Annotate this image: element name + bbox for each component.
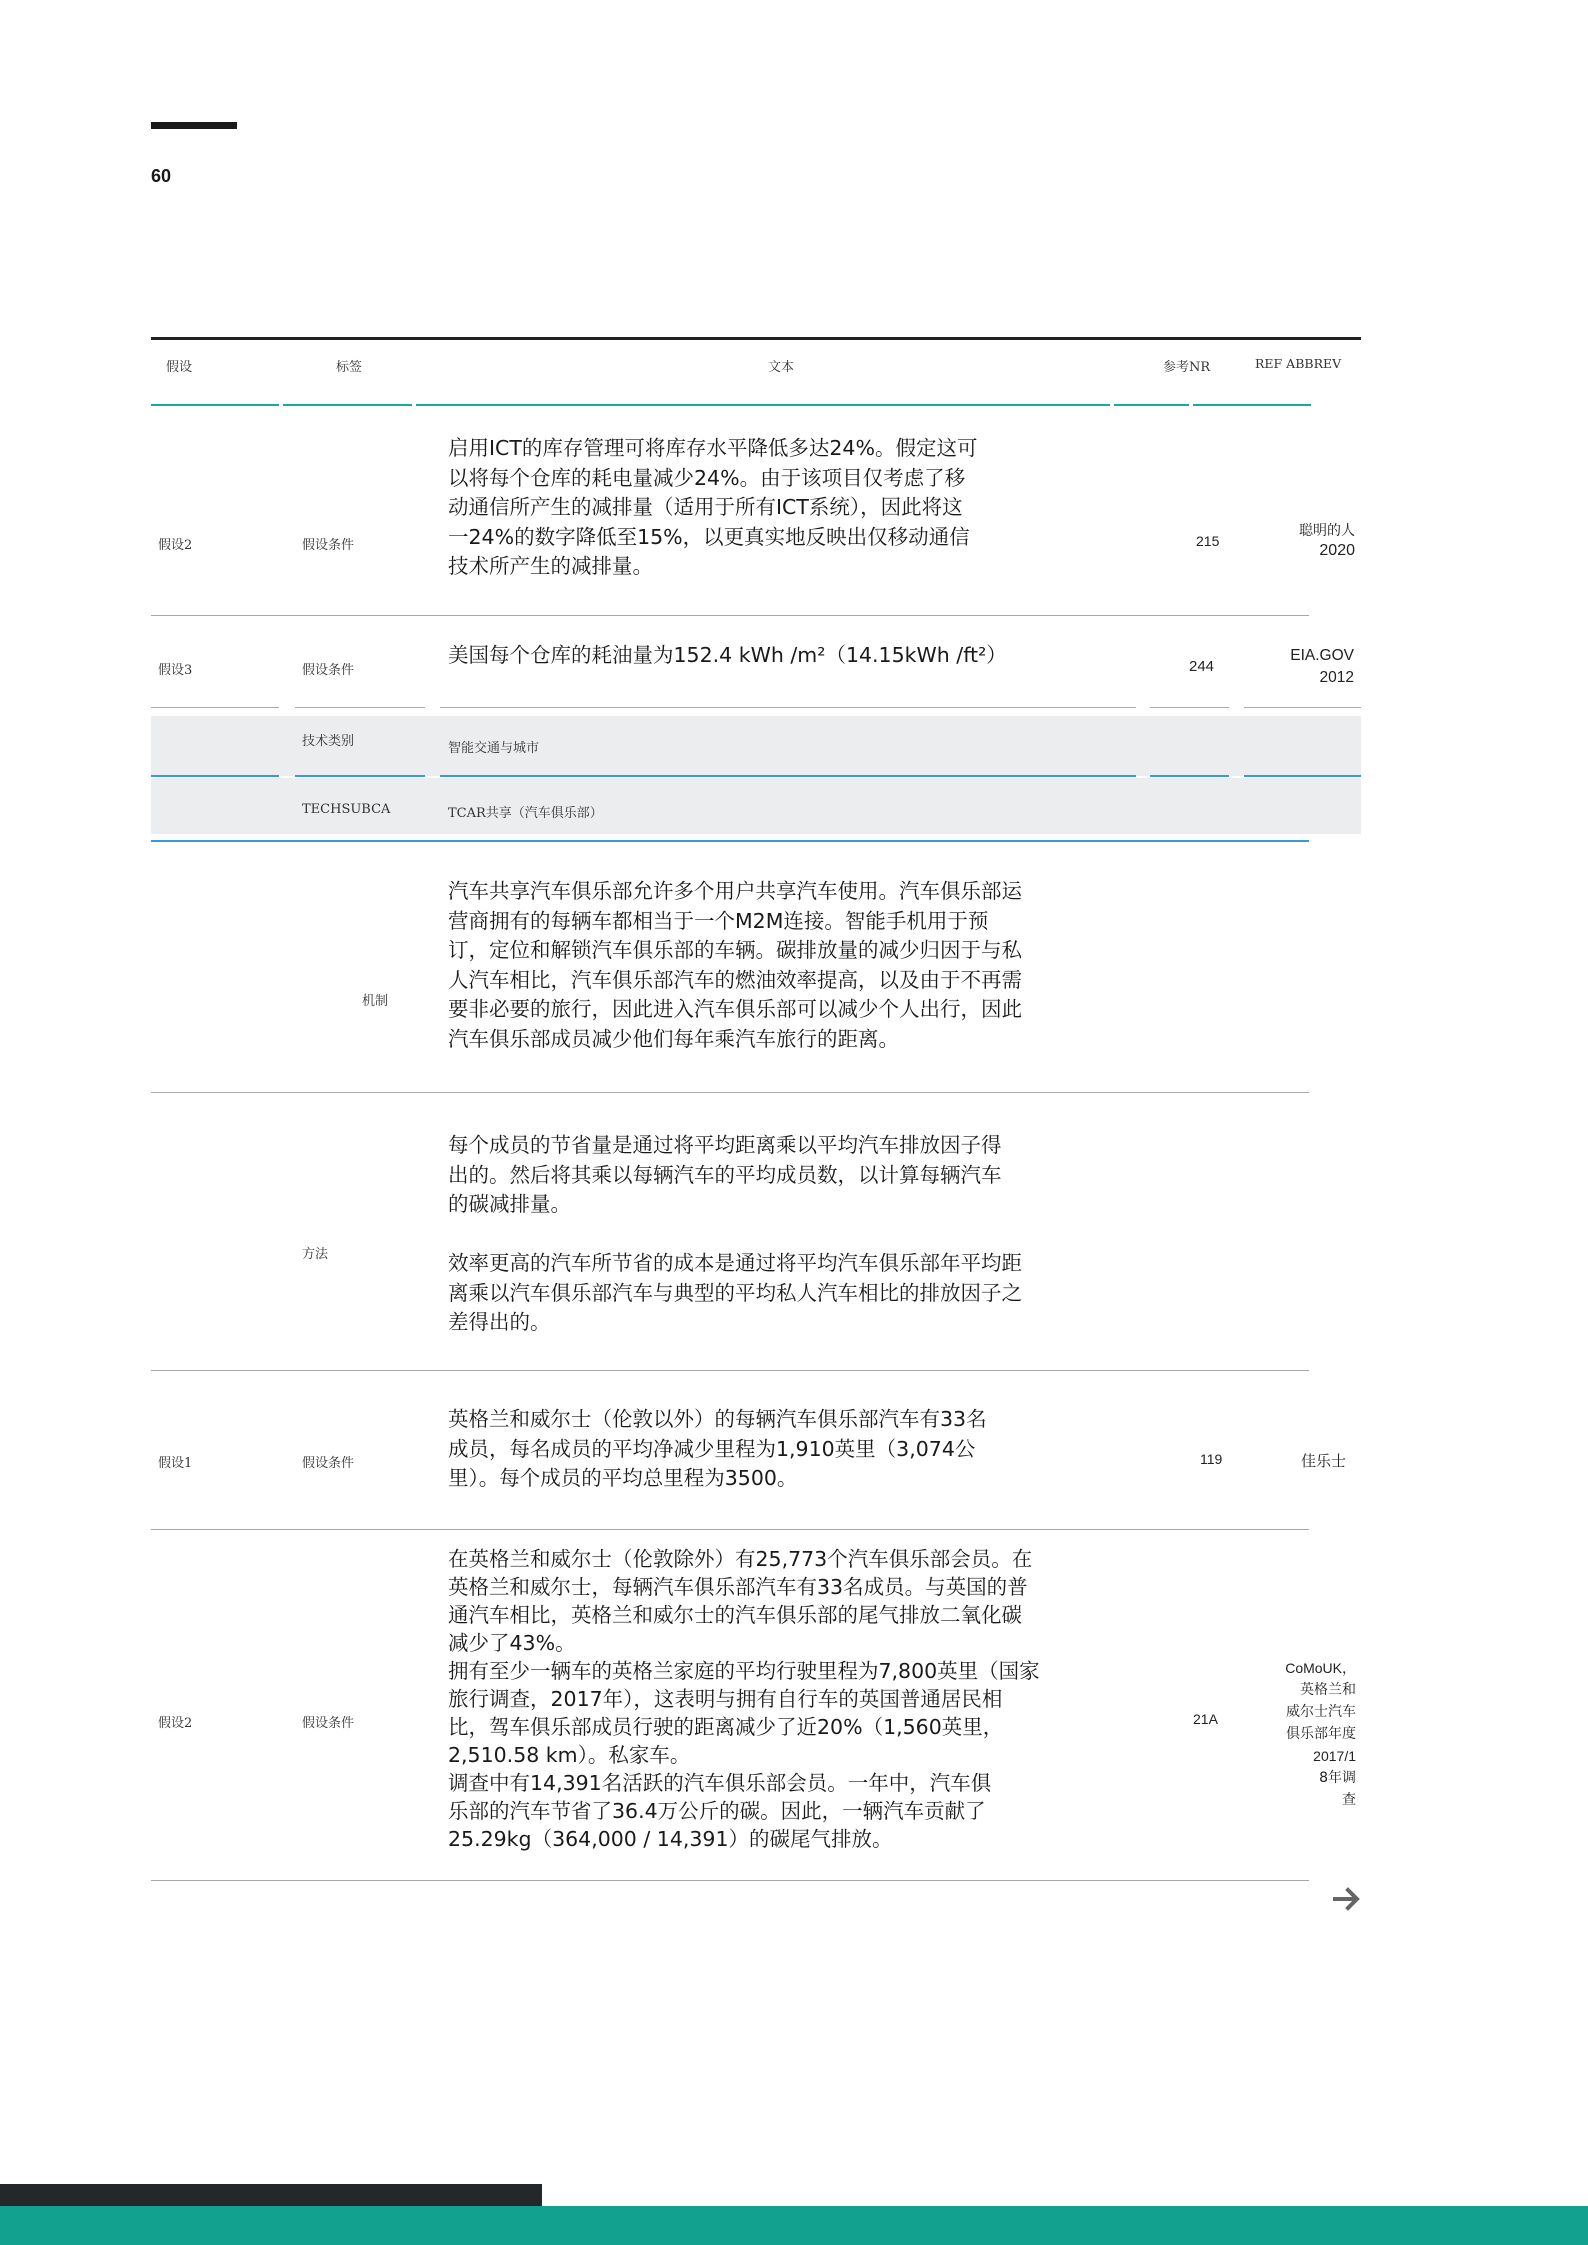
row-text: 英格兰和威尔士（伦敦以外）的每辆汽车俱乐部汽车有33名 成员，每名成员的平均净减少里程为1,910英里（3,074公 里）。每个成员的平均总里程为3500。 [448, 1407, 987, 1490]
row-assumption-id: 假设1 [158, 1456, 193, 1471]
row-divider [1244, 707, 1361, 708]
row-text: 汽车共享汽车俱乐部允许多个用户共享汽车使用。汽车俱乐部运 营商拥有的每辆车都相当于一个M2M连接。智能手机用于预 订，定位和解锁汽车俱乐部的车辆。碳排放量的减少归因于与私 人汽车相比，汽车俱乐部汽车的燃油效率提高，以及由于不再需 要非必要的旅行，因此进入汽车俱乐部可以减少个人出行，因此 汽车俱乐部成员减少他们每年乘汽车旅行的距离。 [448, 879, 1022, 1051]
row-ref-nr: 21A [1193, 1711, 1218, 1727]
page-number: 60 [151, 166, 172, 186]
header-underline [416, 404, 1110, 406]
row-ref-nr: 119 [1200, 1451, 1223, 1467]
category-value: 智能交通与城市 [448, 741, 540, 756]
band-divider [151, 840, 1309, 842]
row-text: 启用ICT的库存管理可将库存水平降低多达24%。假定这可 以将每个仓库的耗电量减少24%。由于该项目仅考虑了移 动通信所产生的减排量（适用于所有ICT系统），因此将这 一24%的数字降低至15%，以更真实地反映出仅移动通信 技术所产生的减排量。 [448, 436, 978, 578]
row-divider [151, 707, 279, 708]
header-ref-nr: 参考NR [1163, 360, 1211, 375]
row-label: 方法 [302, 1247, 329, 1262]
row-ref-nr: 244 [1189, 658, 1215, 675]
subcategory-label: TECHSUBCA [302, 802, 391, 817]
row-divider [151, 1092, 1309, 1093]
footer-dark-bar [0, 2184, 542, 2206]
footer-teal-bar [0, 2206, 1588, 2245]
arrow-right-icon[interactable] [1332, 1884, 1362, 1914]
row-divider [1150, 707, 1229, 708]
row-divider [295, 707, 425, 708]
category-label: 技术类别 [302, 734, 355, 749]
header-underline [151, 404, 279, 406]
row-text: 美国每个仓库的耗油量为152.4 kWh /m²（14.15kWh /ft²） [448, 643, 1007, 667]
row-divider [440, 707, 1136, 708]
band-divider [295, 775, 425, 777]
header-label: 标签 [336, 360, 363, 375]
row-assumption-id: 假设3 [158, 663, 193, 678]
header-ref-abbrev: REF ABBREV [1255, 356, 1342, 371]
row-divider [151, 1529, 1309, 1530]
header-underline [1114, 404, 1189, 406]
row-ref-abbrev: EIA.GOV 2012 [1290, 647, 1354, 686]
header-text: 文本 [768, 360, 795, 375]
band-divider [440, 775, 1136, 777]
top-rule [151, 122, 237, 129]
row-label: 假设条件 [302, 538, 355, 553]
row-text: 效率更高的汽车所节省的成本是通过将平均汽车俱乐部年平均距 离乘以汽车俱乐部汽车与典型的平均私人汽车相比的排放因子之 差得出的。 [448, 1251, 1022, 1334]
table-bottom-rule [151, 1880, 1309, 1881]
row-label: 假设条件 [302, 663, 355, 678]
row-label: 假设条件 [302, 1716, 355, 1731]
header-underline [1193, 404, 1311, 406]
row-text: 在英格兰和威尔士（伦敦除外）有25,773个汽车俱乐部会员。在 英格兰和威尔士，每辆汽车俱乐部汽车有33名成员。与英国的普 通汽车相比，英格兰和威尔士的汽车俱乐部的尾气排放二氧化碳 减少了43%。 拥有至少一辆车的英格兰家庭的平均行驶里程为7,800英里（国家 旅行调查，2017年），这表明与拥有自行车的英国普通居民相 比，驾车俱乐部成员行驶的距离减少了近20%（1,560英里， 2,510.58 km）。私家车。 调查中有14,391名活跃的汽车俱乐部会员。一年中，汽车俱 乐部的汽车节省了36.4万公斤的碳。因此，一辆汽车贡献了 25.29kg（364,000 / 14,391）的碳尾气排放。 [448, 1547, 1040, 1851]
band-divider [1244, 775, 1361, 777]
row-label: 机制 [362, 994, 389, 1009]
table-top-rule [151, 337, 1361, 340]
band-divider [151, 775, 279, 777]
header-assumption: 假设 [166, 360, 193, 375]
row-ref-nr: 215 [1196, 533, 1220, 549]
row-text: 每个成员的节省量是通过将平均距离乘以平均汽车排放因子得 出的。然后将其乘以每辆汽车的平均成员数，以计算每辆汽车 的碳减排量。 [448, 1133, 1002, 1216]
header-underline [283, 404, 412, 406]
subcategory-value: TCAR共享（汽车俱乐部） [448, 806, 603, 821]
row-divider [151, 615, 1309, 616]
row-label: 假设条件 [302, 1456, 355, 1471]
row-ref-abbrev: CoMoUK， 英格兰和 威尔士汽车 俱乐部年度 2017/1 8年调 查 [1285, 1660, 1356, 1808]
band-divider [1150, 775, 1229, 777]
row-ref-abbrev: 佳乐士 [1300, 1452, 1346, 1470]
row-ref-abbrev: 聪明的人 2020 [1299, 523, 1355, 559]
row-divider [151, 1370, 1309, 1371]
row-assumption-id: 假设2 [158, 538, 193, 553]
row-assumption-id: 假设2 [158, 1716, 193, 1731]
